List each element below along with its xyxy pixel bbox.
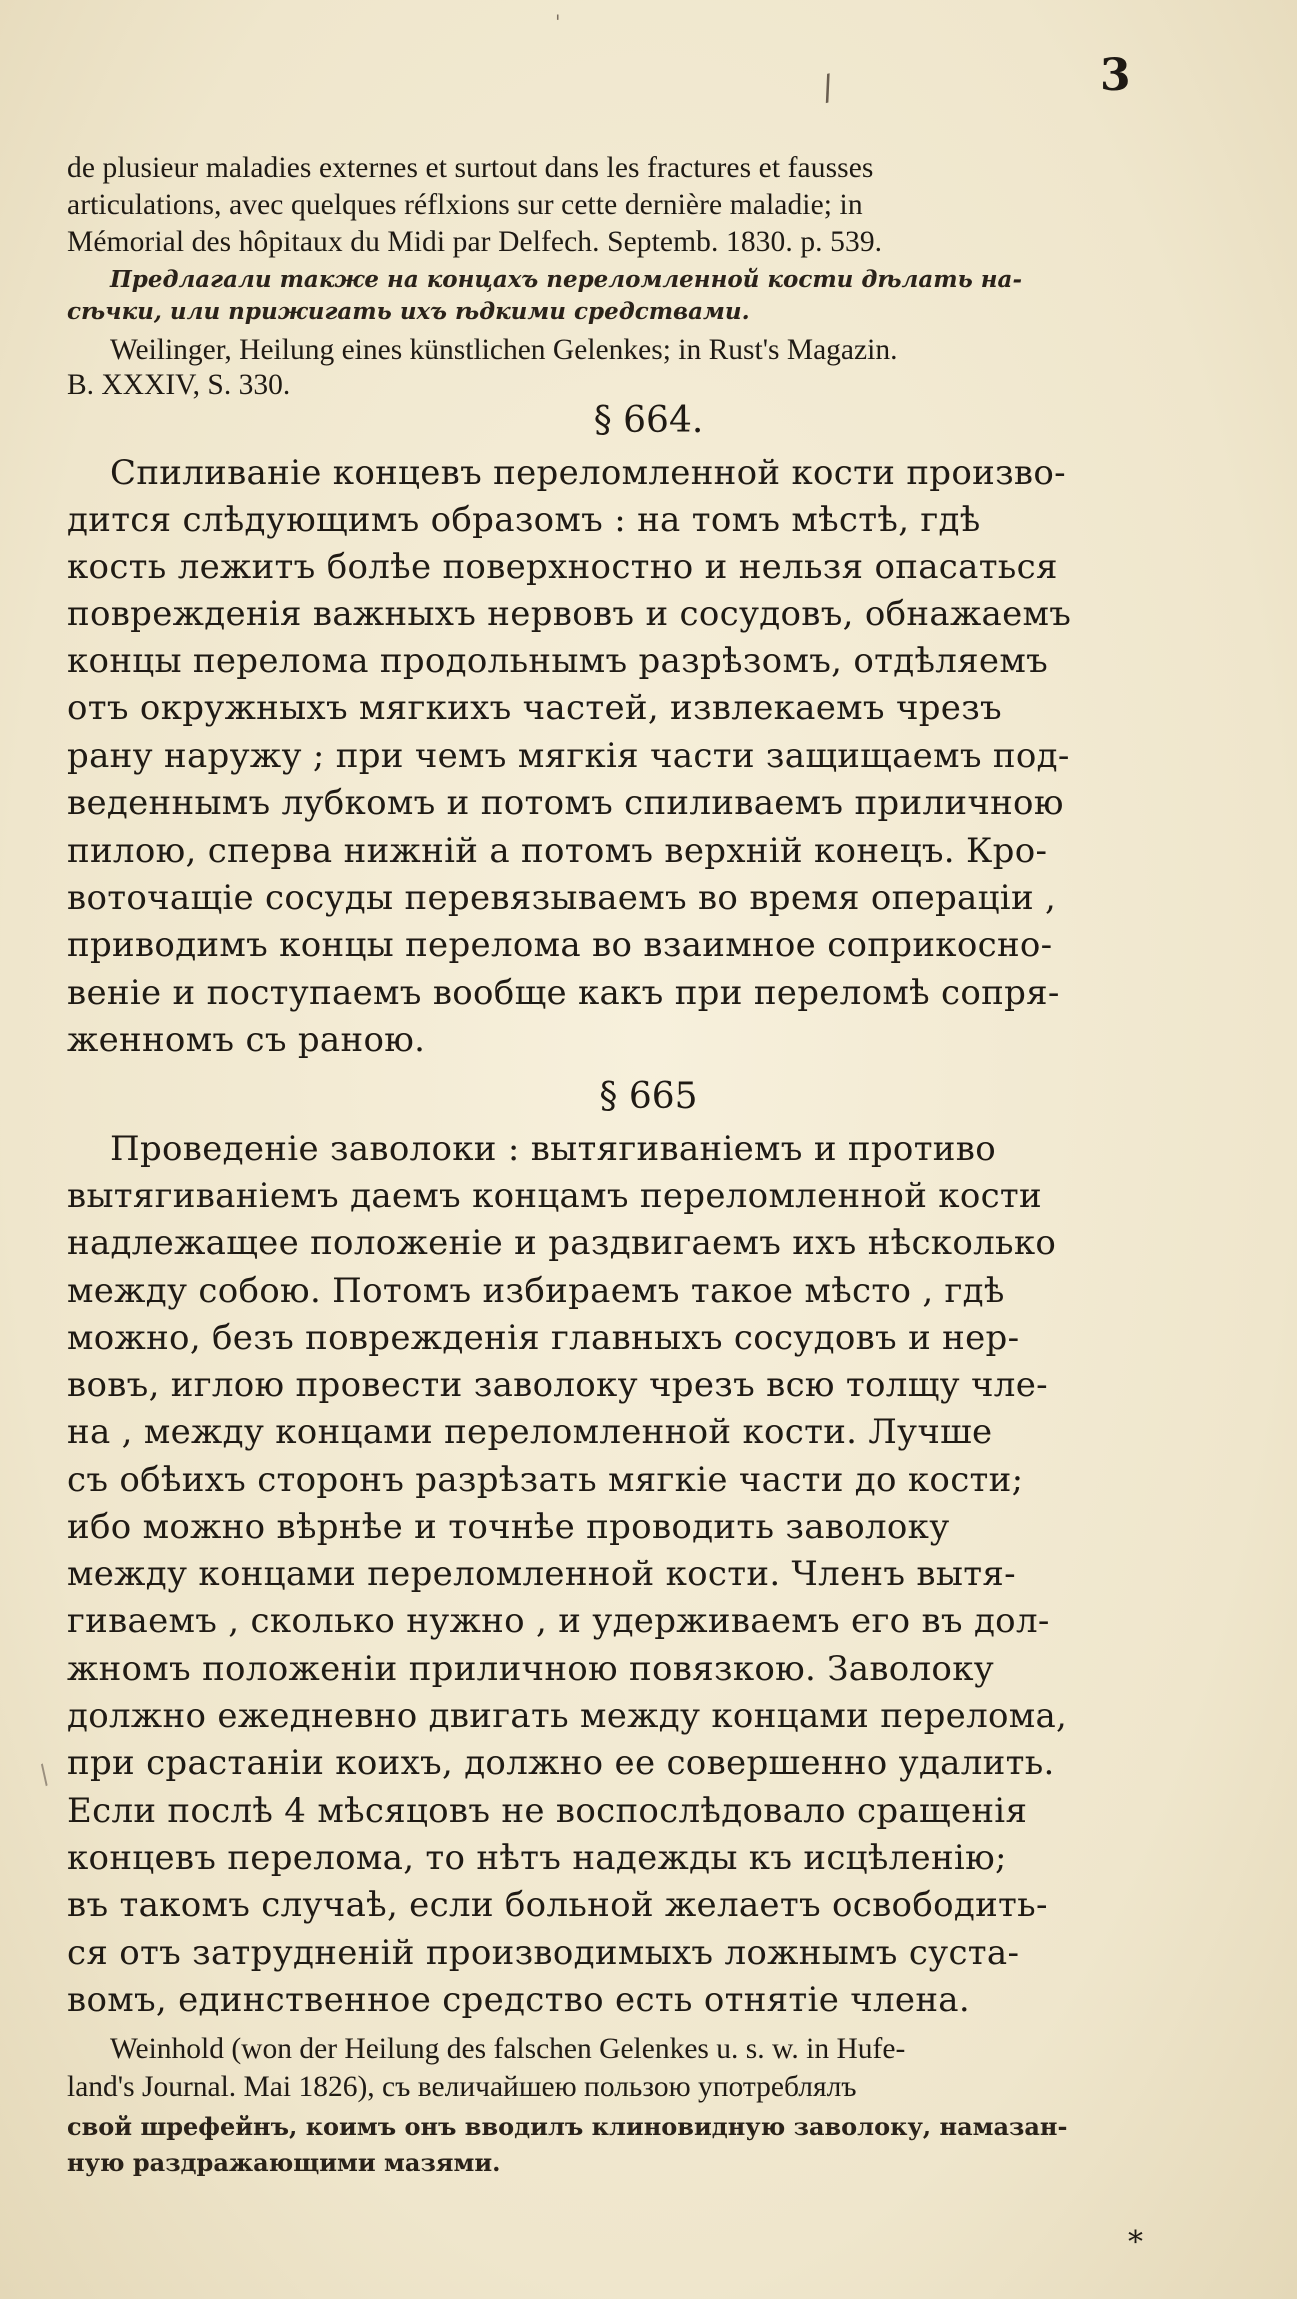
footnote-russian-line-2: сѣчки, или прижигать ихъ ѣдкими средствами.: [67, 298, 750, 325]
body-line: Проведеніе заволоки : вытягиваніемъ и противо: [110, 1129, 996, 1169]
body-line: концы перелома продольнымъ разрѣзомъ, отдѣляемъ: [67, 641, 1049, 681]
footnote-german-line-1: Weinhold (won der Heilung des falschen Gelenkes u. s. w. in Hufe-: [110, 2033, 906, 2065]
footnote-french-line-2: articulations, avec quelques réflxions sur cette dernière maladie; in: [67, 189, 863, 221]
body-line: ибо можно вѣрнѣе и точнѣе проводить заволоку: [67, 1507, 950, 1547]
body-line: между собою. Потомъ избираемъ такое мѣсто , гдѣ: [67, 1271, 1005, 1311]
body-line: вовъ, иглою провести заволоку чрезъ всю толщу чле-: [67, 1365, 1048, 1405]
ink-mark-slash: /: [817, 67, 839, 109]
body-line: кость лежитъ болѣе поверхностно и нельзя опасаться: [67, 547, 1058, 587]
body-line: отъ окружныхъ мягкихъ частей, извлекаемъ чрезъ: [67, 688, 1002, 728]
footnote-russian-line-4: ную раздражающими мазями.: [67, 2148, 501, 2177]
body-line: веденнымъ лубкомъ и потомъ спиливаемъ приличною: [67, 783, 1064, 823]
body-line: при срастаніи коихъ, должно ее совершенно удалить.: [67, 1743, 1055, 1783]
footnote-german-line-2: land's Journal. Mai 1826), съ величайшею пользою употреблялъ: [67, 2071, 857, 2103]
footnote-french-line-3: Mémorial des hôpitaux du Midi par Delfech. Septemb. 1830. p. 539.: [67, 226, 883, 258]
footnote-star-mark: *: [1128, 2225, 1143, 2260]
ink-mark-top: ': [555, 10, 561, 34]
section-heading-664: § 664.: [593, 400, 704, 441]
body-line: концевъ перелома, то нѣтъ надежды къ исцѣленію;: [67, 1838, 1007, 1878]
body-line: Если послѣ 4 мѣсяцовъ не воспослѣдовало сращенія: [67, 1791, 1028, 1831]
body-line: можно, безъ поврежденія главныхъ сосудовъ и нер-: [67, 1318, 1020, 1358]
citation-line-1: Weilinger, Heilung eines künstlichen Gelenkes; in Rust's Magazin.: [110, 334, 898, 366]
body-line: женномъ съ раною.: [67, 1020, 426, 1060]
body-line: воточащіе сосуды перевязываемъ во время операціи ,: [67, 878, 1057, 918]
body-line: на , между концами переломленной кости. Лучше: [67, 1412, 993, 1452]
body-line: веніе и поступаемъ вообще какъ при переломѣ сопря-: [67, 973, 1060, 1013]
citation-line-2: B. XXXIV, S. 330.: [67, 369, 291, 401]
body-line: поврежденія важныхъ нервовъ и сосудовъ, обнажаемъ: [67, 594, 1072, 634]
body-line: должно ежедневно двигать между концами перелома,: [67, 1696, 1068, 1736]
footnote-russian-line-3: свой шрефейнъ, коимъ онъ вводилъ клиновидную заволоку, намазан-: [67, 2112, 1068, 2141]
body-line: вытягиваніемъ даемъ концамъ переломленной кости: [67, 1176, 1042, 1216]
body-line: рану наружу ; при чемъ мягкія части защищаемъ под-: [67, 736, 1070, 776]
body-line: гиваемъ , сколько нужно , и удерживаемъ его въ дол-: [67, 1601, 1050, 1641]
footnote-russian-line-1: Предлагали также на концахъ переломленной кости дѣлать на-: [110, 266, 1022, 293]
body-line: съ обѣихъ сторонъ разрѣзать мягкіе части до кости;: [67, 1460, 1024, 1500]
body-line: между концами переломленной кости. Членъ вытя-: [67, 1554, 1016, 1594]
body-line: дится слѣдующимъ образомъ : на томъ мѣстѣ, гдѣ: [67, 500, 981, 540]
body-line: въ такомъ случаѣ, если больной желаетъ освободить-: [67, 1885, 1048, 1925]
body-line: вомъ, единственное средство есть отнятіе члена.: [67, 1980, 970, 2020]
section-heading-665: § 665: [599, 1076, 698, 1117]
body-line: Спиливаніе концевъ переломленной кости произво-: [110, 453, 1066, 493]
ink-mark-margin: /: [33, 1759, 56, 1791]
body-line: приводимъ концы перелома во взаимное соприкосно-: [67, 925, 1053, 965]
body-line: жномъ положеніи приличною повязкою. Заволоку: [67, 1649, 995, 1689]
body-line: ся отъ затрудненій производимыхъ ложнымъ суста-: [67, 1933, 1020, 1973]
body-line: надлежащее положеніе и раздвигаемъ ихъ нѣсколько: [67, 1223, 1057, 1263]
page-number: 3: [1100, 50, 1131, 101]
footnote-french-line-1: de plusieur maladies externes et surtout dans les fractures et fausses: [67, 152, 874, 184]
body-line: пилою, сперва нижній а потомъ верхній конецъ. Кро-: [67, 831, 1048, 871]
